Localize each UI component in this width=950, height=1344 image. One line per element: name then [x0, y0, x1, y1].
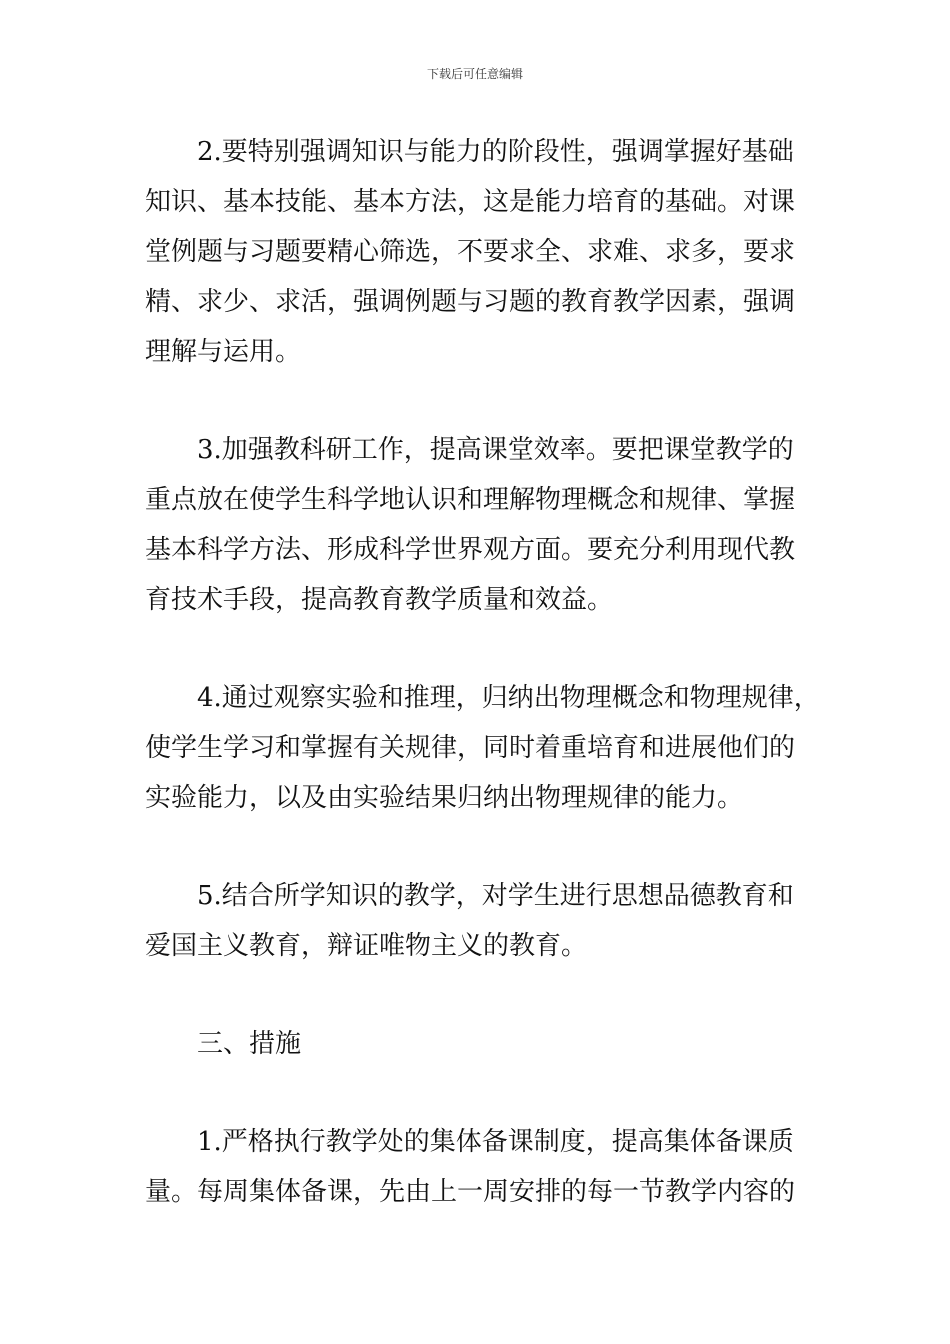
paragraph-line: 知识、基本技能、基本方法，这是能力培育的基础。对课 [145, 187, 796, 217]
paragraph-2 [145, 127, 810, 377]
paragraph-line: 基本科学方法、形成科学世界观方面。要充分利用现代教 [145, 535, 796, 565]
paragraph-line: 爱国主义教育，辩证唯物主义的教育。 [145, 931, 588, 961]
paragraph-line: 理解与运用。 [145, 337, 302, 367]
section-heading-measures [145, 1019, 810, 1069]
paragraph-line: 量。每周集体备课，先由上一周安排的每一节教学内容的 [145, 1177, 796, 1207]
paragraph-line: 2.要特别强调知识与能力的阶段性，强调掌握好基础 [197, 137, 794, 167]
paragraph-line: 4.通过观察实验和推理，归纳出物理概念和物理规律， [197, 683, 820, 713]
paragraph-3 [145, 425, 810, 625]
paragraph-line: 重点放在使学生科学地认识和理解物理概念和规律、掌握 [145, 485, 796, 515]
paragraph-5 [145, 871, 810, 971]
paragraph-4 [145, 673, 820, 823]
measure-1 [145, 1117, 810, 1217]
paragraph-line: 使学生学习和掌握有关规律，同时着重培育和进展他们的 [145, 733, 796, 763]
paragraph-line: 育技术手段，提高教育教学质量和效益。 [145, 585, 614, 615]
paragraph-line: 5.结合所学知识的教学，对学生进行思想品德教育和 [197, 881, 794, 911]
paragraph-line: 堂例题与习题要精心筛选，不要求全、求难、求多，要求 [145, 237, 796, 267]
section-heading-text: 三、措施 [197, 1029, 302, 1059]
paragraph-line: 3.加强教科研工作，提高课堂效率。要把课堂教学的 [197, 435, 794, 465]
page-header: 下载后可任意编辑 [426, 67, 523, 81]
paragraph-line: 1.严格执行教学处的集体备课制度，提高集体备课质 [197, 1127, 794, 1157]
paragraph-line: 精、求少、求活，强调例题与习题的教育教学因素，强调 [145, 287, 796, 317]
paragraph-line: 实验能力，以及由实验结果归纳出物理规律的能力。 [145, 783, 744, 813]
document-body [145, 127, 820, 1265]
